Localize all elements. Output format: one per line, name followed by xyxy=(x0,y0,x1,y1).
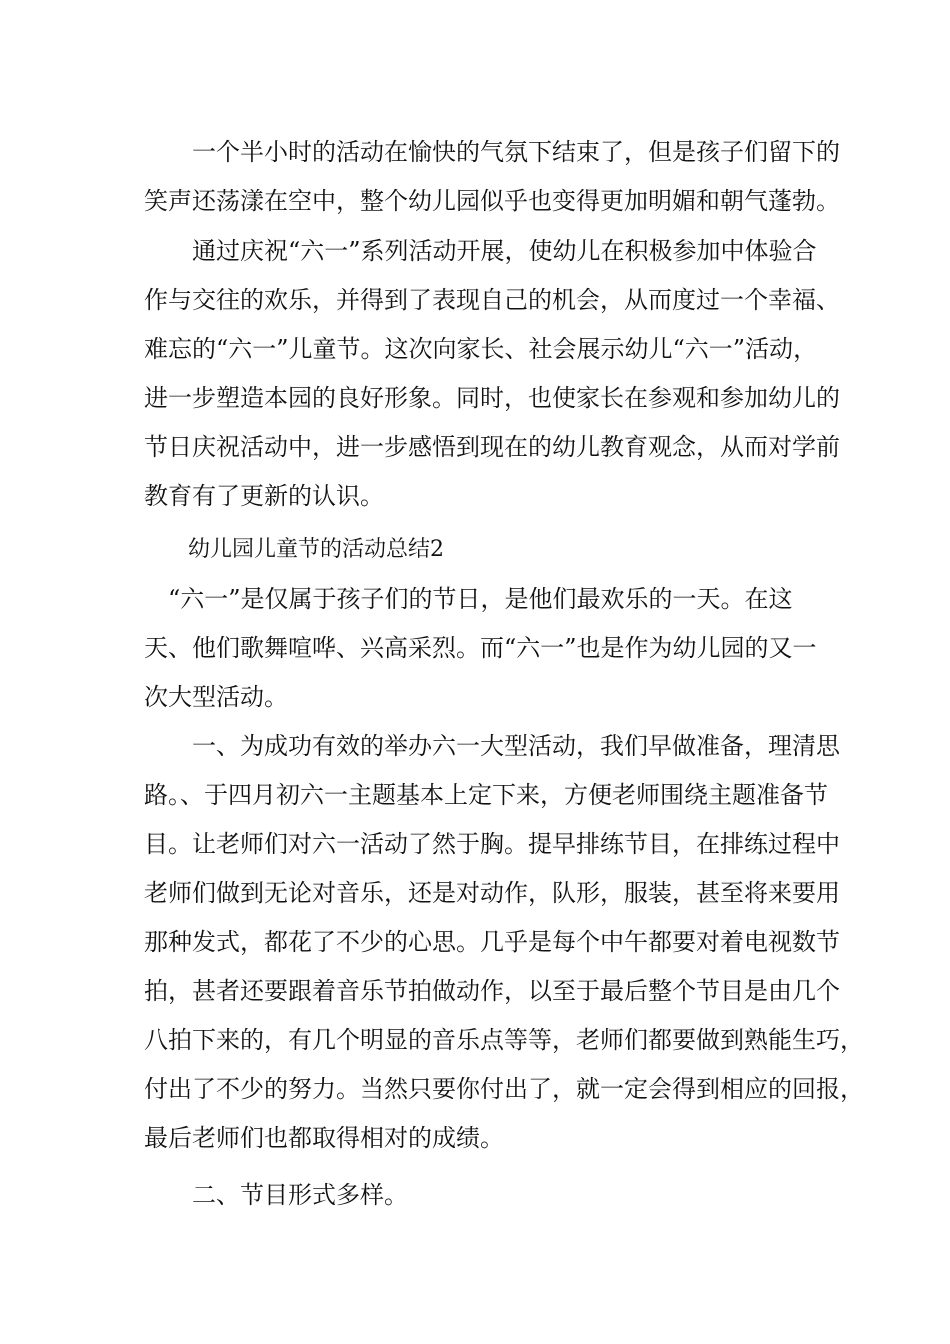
text-line: 目。让老师们对六一活动了然于胸。提早排练节目，在排练过程中 xyxy=(144,830,840,858)
section-heading xyxy=(144,525,809,574)
text-line: 最后老师们也都取得相对的成绩。 xyxy=(144,1124,504,1152)
text-line: 八拍下来的，有几个明显的音乐点等等，老师们都要做到熟能生巧， xyxy=(144,1026,864,1054)
paragraph-program-forms xyxy=(144,1171,809,1220)
text-line: 拍，甚者还要跟着音乐节拍做动作，以至于最后整个节目是由几个 xyxy=(144,977,840,1005)
paragraph-preparation xyxy=(144,722,864,1163)
text-line: 天、他们歌舞喧哗、兴高采烈。而“六一”也是作为幼儿园的又一 xyxy=(144,634,817,662)
text-line: 难忘的“六一”儿童节。这次向家长、社会展示幼儿“六一”活动， xyxy=(144,335,818,363)
text-line: 通过庆祝“六一”系列活动开展，使幼儿在积极参加中体验合 xyxy=(144,237,817,265)
text-line: 次大型活动。 xyxy=(144,683,288,711)
text-line: 老师们做到无论对音乐，还是对动作，队形，服装，甚至将来要用 xyxy=(144,879,840,907)
paragraph-celebration-summary xyxy=(144,227,840,521)
text-line: “六一”是仅属于孩子们的节日，是他们最欢乐的一天。在这 xyxy=(144,585,793,613)
text-line: 那种发式，都花了不少的心思。几乎是每个中午都要对着电视数节 xyxy=(144,928,840,956)
text-line: 作与交往的欢乐，并得到了表现自己的机会，从而度过一个幸福、 xyxy=(144,286,840,314)
text-line: 教育有了更新的认识。 xyxy=(144,482,384,510)
text-line: 付出了不少的努力。当然只要你付出了，就一定会得到相应的回报， xyxy=(144,1075,864,1103)
paragraph-activity-ending xyxy=(144,128,840,226)
text-line: 路。、于四月初六一主题基本上定下来，方便老师围绕主题准备节 xyxy=(144,781,828,809)
text-line: 一个半小时的活动在愉快的气氛下结束了，但是孩子们留下的 xyxy=(144,138,840,166)
text-line: 一、为成功有效的举办六一大型活动，我们早做准备，理清思 xyxy=(144,732,840,760)
paragraph-intro xyxy=(144,575,817,722)
text-line: 进一步塑造本园的良好形象。同时，也使家长在参观和参加幼儿的 xyxy=(144,384,840,412)
text-line: 节日庆祝活动中，进一步感悟到现在的幼儿教育观念，从而对学前 xyxy=(144,433,840,461)
text-line: 笑声还荡漾在空中，整个幼儿园似乎也变得更加明媚和朝气蓬勃。 xyxy=(144,187,840,215)
text-line: 二、节目形式多样。 xyxy=(144,1181,408,1209)
heading-text: 幼儿园儿童节的活动总结2 xyxy=(144,537,444,562)
